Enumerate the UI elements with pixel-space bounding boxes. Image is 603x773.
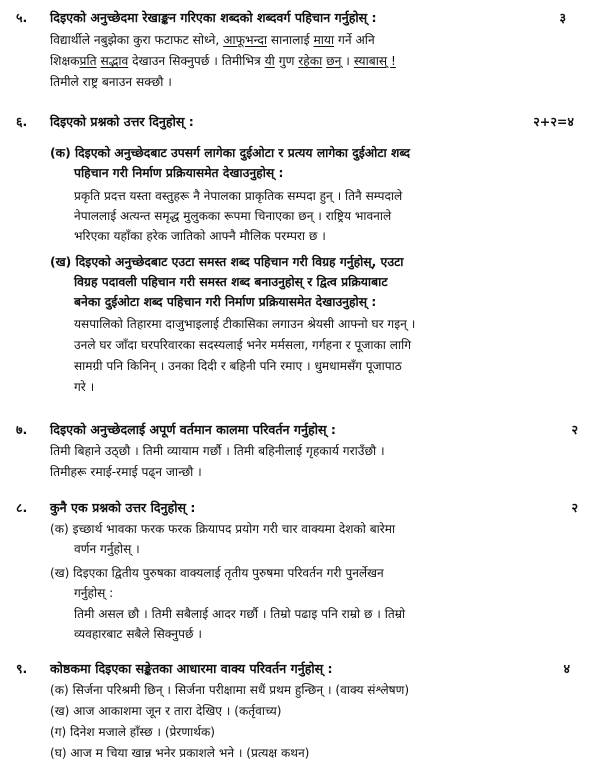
question-marks: २ xyxy=(571,500,578,515)
passage-line: उनले घर जाँदा घरपरिवारका सदस्यलाई भनेर मर्मसला, गर्गहना र पूजाका लागि xyxy=(74,338,412,352)
paragraph-line: तिमीले राष्ट्र बनाउन सक्छौ । xyxy=(50,75,172,89)
question-9-items xyxy=(50,680,588,764)
question-marks: २ xyxy=(571,422,578,437)
question-8-part-kha xyxy=(50,563,588,644)
prompt-line: (क) इच्छार्थ भावका फरक फरक क्रियापद प्रयोग गरी चार वाक्यमा देशको बारेमा xyxy=(50,522,396,536)
question-marks: २+२=४ xyxy=(533,114,574,129)
heading-line: बनेका दुईओटा शब्द पहिचान गरी निर्माण प्रक्रियासमेत देखाउनुहोस् : xyxy=(74,295,377,309)
list-item: (ग) दिनेश मजाले हाँस्छ । (प्रेरणार्थक) xyxy=(50,725,215,739)
underlined-word: सद्भाव xyxy=(100,54,129,68)
paragraph-line: तिमी बिहाने उठ्छौ । तिमी व्यायाम गर्छौ । तिमी बहिनीलाई गृहकार्य गराउँछौ । xyxy=(50,444,385,458)
question-title: दिइएको अनुच्छेदलाई अपूर्ण वर्तमान कालमा परिवर्तन गर्नुहोस् : xyxy=(50,422,336,437)
prompt-line: वर्णन गर्नुहोस् । xyxy=(74,542,140,556)
text-run: शिक्षक xyxy=(50,54,80,68)
question-marks: ३ xyxy=(559,10,566,25)
question-6-part-ka xyxy=(50,143,588,246)
question-title: कोष्ठकमा दिइएका सङ्केतका आधारमा वाक्य परिवर्तन गर्नुहोस् : xyxy=(50,661,333,676)
underlined-word: रहेका xyxy=(298,54,323,68)
underlined-word: आफूभन्दा xyxy=(223,33,267,47)
heading-line: विग्रह पदावली पहिचान गरी समस्त शब्द बनाउनुहोस् र द्वित्व प्रक्रियाबाट xyxy=(74,275,388,289)
question-5-paragraph xyxy=(50,30,588,93)
passage-line: सामग्री पनि किनिन् । उनका दिदी र बहिनी पनि रमाए । धुमधामसँग पूजापाठ xyxy=(74,359,402,373)
paragraph-line: तिमीहरू रमाई-रमाई पढ्न जान्छौ । xyxy=(50,465,202,479)
passage-line: भरिएका यहाँका हरेक जातिको आफ्नै मौलिक परम्परा छ । xyxy=(74,229,326,243)
part-kha-passage xyxy=(50,314,588,398)
question-number: ५. xyxy=(16,10,28,25)
paragraph-line xyxy=(50,30,588,51)
underlined-word: प्रति xyxy=(79,54,97,68)
heading-line: (ख) दिइएको अनुच्छेदबाट एउटा समस्त शब्द पहिचान गरी विग्रह गर्नुहोस्, एउटा xyxy=(50,255,404,269)
question-marks: ४ xyxy=(563,661,570,676)
text-run: विद्यार्थीले नबुझेका कुरा फटाफट सोध्ने, xyxy=(50,33,224,47)
list-item: (क) सिर्जना परिश्रमी छिन् । सिर्जना परीक्षामा सधैं प्रथम हुन्छिन् । (वाक्य संश्लेषण) xyxy=(50,683,410,697)
part-ka-heading xyxy=(50,143,588,183)
part-kha-passage xyxy=(50,604,588,644)
underlined-word: स्याबास् ! xyxy=(353,54,396,68)
passage-line: यसपालिको तिहारमा दाजुभाइलाई टीकासिका लगाउन श्रेयसी आफ्नो घर गइन् । xyxy=(74,317,416,331)
heading-line: पहिचान गरी निर्माण प्रक्रियासमेत देखाउनुहोस् : xyxy=(74,166,284,180)
passage-line: गरे । xyxy=(74,380,95,394)
underlined-word: छन् xyxy=(326,54,342,68)
part-ka-passage xyxy=(50,186,588,246)
part-kha-prompt xyxy=(50,563,588,603)
prompt-line: गर्नुहोस् : xyxy=(74,586,114,600)
question-number: ६. xyxy=(16,114,28,129)
passage-line: प्रकृति प्रदत्त यस्ता वस्तुहरू नै नेपालका प्राकृतिक सम्पदा हुन् । तिनै सम्पदाले xyxy=(74,189,403,203)
passage-line: तिमी असल छौ । तिमी सबैलाई आदर गर्छौ । तिम्रो पढाइ पनि राम्रो छ । तिम्रो xyxy=(74,607,406,621)
paragraph-line xyxy=(50,51,588,72)
question-6-part-kha xyxy=(50,252,588,398)
underlined-word: माया xyxy=(313,33,335,47)
passage-line: व्यवहारबाट सबैले सिक्नुपर्छ । xyxy=(74,627,202,641)
question-number: ९. xyxy=(16,661,28,676)
question-title: कुनै एक प्रश्नको उत्तर दिनुहोस् : xyxy=(50,500,196,515)
question-number: ८. xyxy=(16,500,28,515)
question-8-part-ka xyxy=(50,519,588,559)
prompt-line: (ख) दिइएका द्वितीय पुरुषका वाक्यलाई तृतीय पुरुषमा परिवर्तन गरी पुनर्लेखन xyxy=(50,566,384,580)
text-run: गुण xyxy=(274,54,299,68)
list-item: (ख) आज आकाशमा जून र तारा देखिए । (कर्तृवाच्य) xyxy=(50,704,282,718)
underlined-word: यी xyxy=(264,54,275,68)
text-run: सानालाई xyxy=(266,33,314,47)
question-title: दिइएको अनुच्छेदमा रेखाङ्कन गरिएका शब्दको शब्दवर्ग पहिचान गर्नुहोस् : xyxy=(50,10,377,25)
part-kha-heading xyxy=(50,252,588,312)
question-number: ७. xyxy=(16,422,28,437)
heading-line: (क) दिइएको अनुच्छेदबाट उपसर्ग लागेका दुईओटा र प्रत्यय लागेका दुईओटा शब्द xyxy=(50,146,410,160)
part-ka-prompt xyxy=(50,519,588,559)
text-run: । xyxy=(341,54,354,68)
question-7-paragraph xyxy=(50,441,588,483)
text-run: गर्ने अनि xyxy=(334,33,375,47)
text-run: देखाउन सिक्नुपर्छ । तिमीभित्र xyxy=(128,54,265,68)
question-title: दिइएको प्रश्नको उत्तर दिनुहोस् : xyxy=(50,114,194,129)
passage-line: नेपाललाई अत्यन्त समृद्ध मुलुकका रूपमा चिनाएका छन् । राष्ट्रिय भावनाले xyxy=(74,209,392,223)
list-item: (घ) आज म चिया खान्न भनेर प्रकाशले भने । (प्रत्यक्ष कथन) xyxy=(50,746,310,760)
